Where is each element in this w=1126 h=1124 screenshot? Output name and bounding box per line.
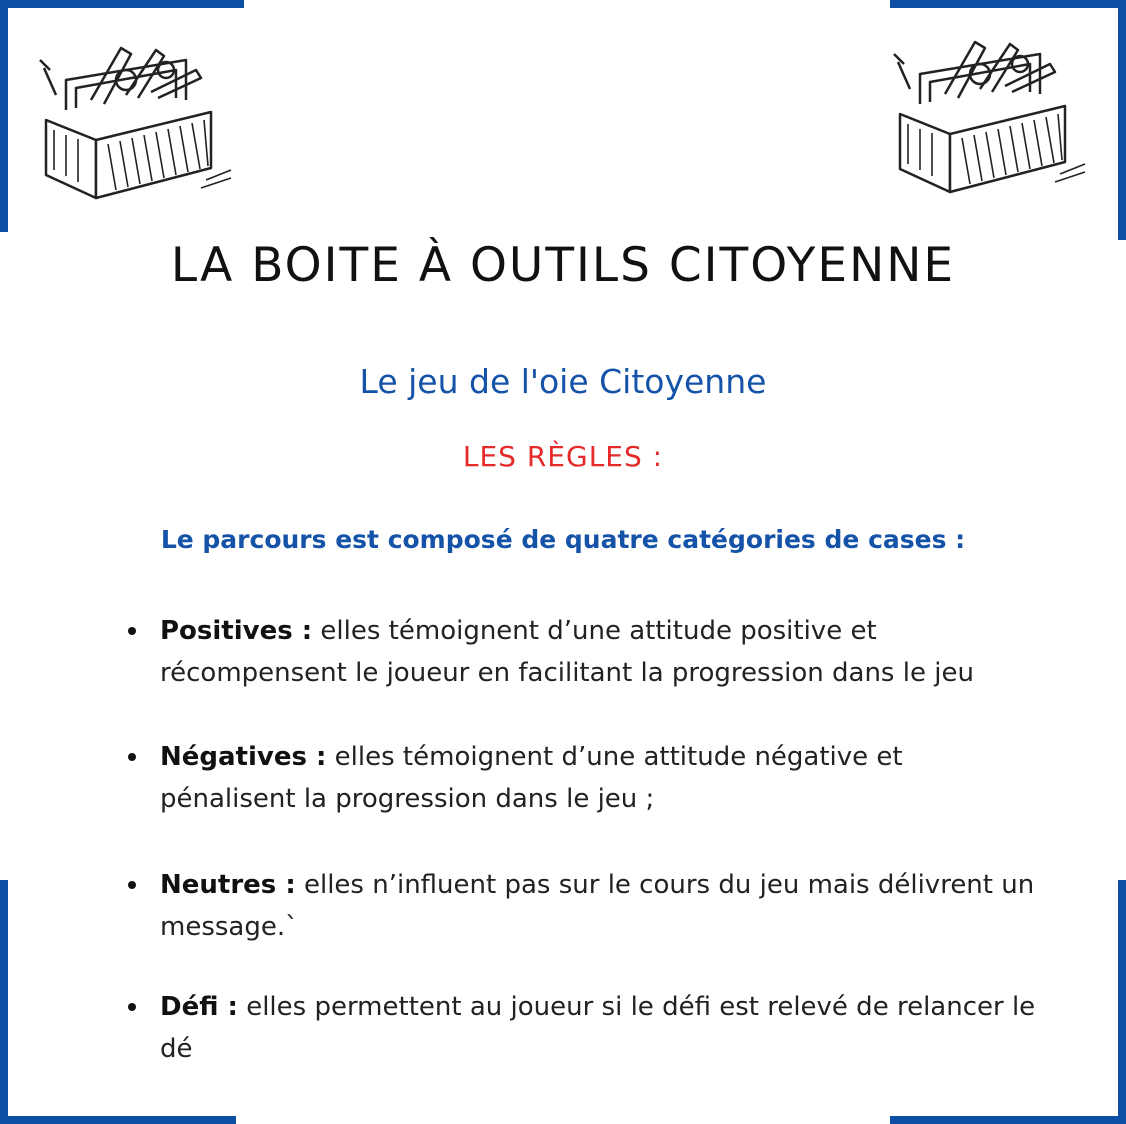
category-text: elles n’influent pas sur le cours du jeu mais délivrent un message.` xyxy=(160,870,1035,942)
category-term: Neutres : xyxy=(160,870,296,900)
category-term: Positives : xyxy=(160,616,313,646)
frame-top-left-h xyxy=(0,0,244,8)
category-text: elles permettent au joueur si le défi est relevé de relancer le dé xyxy=(160,992,1036,1064)
frame-top-left-v xyxy=(0,0,8,232)
frame-bottom-left-h xyxy=(0,1116,236,1124)
toolbox-icon xyxy=(890,34,1090,194)
frame-bottom-left-v xyxy=(0,880,8,1124)
list-item xyxy=(160,610,1040,694)
intro-text: Le parcours est composé de quatre catégories de cases : xyxy=(160,525,966,554)
category-term: Défi : xyxy=(160,992,238,1022)
bullet-icon xyxy=(128,1003,136,1011)
frame-bottom-right-h xyxy=(890,1116,1126,1124)
toolbox-icon xyxy=(36,40,236,200)
list-item xyxy=(160,864,1040,948)
list-item xyxy=(160,986,1040,1070)
list-item xyxy=(160,736,1040,820)
frame-top-right-h xyxy=(890,0,1126,8)
bullet-icon xyxy=(128,627,136,635)
frame-top-right-v xyxy=(1118,0,1126,240)
page-subtitle: Le jeu de l'oie Citoyenne xyxy=(359,362,767,401)
bullet-icon xyxy=(128,753,136,761)
bullet-icon xyxy=(128,881,136,889)
category-text: elles témoignent d’une attitude négative et pénalisent la progression dans le jeu ; xyxy=(160,742,903,814)
page-title: LA BOITE À OUTILS CITOYENNE xyxy=(170,238,956,293)
frame-bottom-right-v xyxy=(1118,880,1126,1124)
rules-heading: LES RÈGLES : xyxy=(462,440,664,473)
category-term: Négatives : xyxy=(160,742,327,772)
category-text: elles témoignent d’une attitude positive et récompensent le joueur en facilitant la progression dans le jeu xyxy=(160,616,974,688)
